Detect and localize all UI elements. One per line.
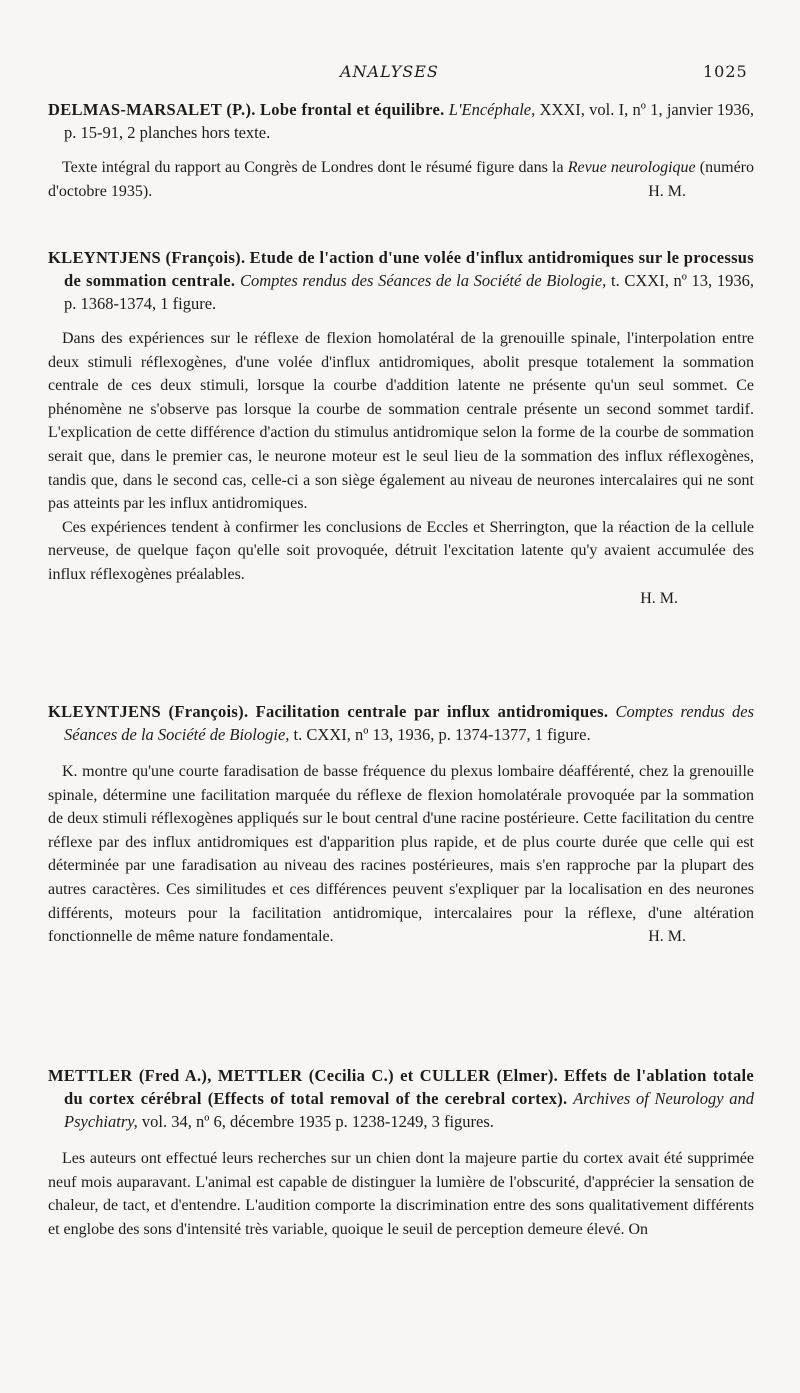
citation	[48, 246, 754, 315]
running-head	[0, 62, 800, 86]
review-entry-2	[48, 246, 754, 610]
summary-paragraph: Ces expériences tendent à confirmer les conclusions de Eccles et Sherrington, que la réaction de la cellule nerveuse, de quelque façon qu'elle soit provoquée, détruit l'excitation latente qu'y avaient accumulée des influx réflexogènes préalables.	[48, 518, 754, 583]
citation-details: vol. 34, nº 6, décembre 1935 p. 1238-1249, 3 figures.	[141, 1112, 494, 1131]
citation	[48, 1064, 754, 1133]
authors: DELMAS-MARSALET (P.).	[48, 100, 256, 119]
authors: KLEYNTJENS (François).	[48, 248, 246, 267]
article-title: Facilitation centrale par influx antidromiques.	[255, 702, 609, 721]
article-title: Effets de l'ablation totale du cortex cérébral (Effects of total removal of the cerebral cortex).	[64, 1066, 755, 1108]
citation	[48, 700, 754, 746]
reviewer-signature: H. M.	[640, 589, 678, 607]
summary-paragraph: K. montre qu'une courte faradisation de basse fréquence du plexus lombaire déafférenté, chez la grenouille spinale, détermine une facilitation marquée du réflexe de flexion homolatérale provoquée par la sommation de deux stimuli réflexogènes appliqués sur le bout central d'une racine postérieure. Cette facilitation du centre réflexe par des influx antidromiques est d'apparition plus rapide, et de plus courte durée que celle qui est déterminée par une faradisation au niveau des racines postérieures, mais s'en rapproche par la plupart des autres caractères. Ces similitudes et ces différences peuvent s'expliquer par la localisation en des neurones différents, moteurs pour la facilitation antidromique, intercalaires pour la réflexe, d'une altération fonctionnelle de même nature fondamentale. H. M.	[48, 760, 754, 949]
reviewer-signature: H. M.	[648, 928, 686, 946]
citation-details: t. CXXI, nº 13, 1936, p. 1368-1374, 1 figure.	[64, 271, 754, 313]
article-title: Lobe frontal et équilibre.	[259, 100, 445, 119]
running-title: ANALYSES	[340, 62, 439, 81]
journal-name: L'Encéphale,	[448, 100, 536, 119]
cited-journal: Revue neurologique	[567, 159, 696, 176]
citation	[48, 98, 754, 144]
authors: KLEYNTJENS (François).	[48, 702, 249, 721]
page-number: 1025	[703, 62, 748, 81]
citation-details: XXXI, vol. I, nº 1, janvier 1936, p. 15-91, 2 planches hors texte.	[64, 100, 755, 142]
journal-name: Comptes rendus des Séances de la Société de Biologie,	[64, 702, 755, 744]
article-title: Etude de l'action d'une volée d'influx antidromiques sur le processus de sommation centrale.	[64, 248, 754, 290]
summary-paragraph: Dans des expériences sur le réflexe de flexion homolatéral de la grenouille spinale, l'interpolation entre deux stimuli réflexogènes, d'une volée d'influx antidromiques, abolit presque totalement la sommation centrale de ces deux stimuli, lorsque la courbe d'addition latente ne présente qu'un seul sommet. Ce phénomène ne s'observe pas lorsque la courbe de sommation centrale présente un second sommet tardif. L'explication de cette différence d'action du stimulus antidromique selon la forme de la courbe de sommation serait que, dans le premier cas, le neurone moteur est le seul lieu de la sommation des influx réflexogènes, tandis que, dans le second cas, celle-ci a son siège également au niveau de neurones intercalaires qui ne sont pas atteints par les influx antidromiques.	[48, 330, 754, 513]
journal-name: Archives of Neurology and Psychiatry,	[64, 1089, 754, 1131]
summary-paragraph: Les auteurs ont effectué leurs recherches sur un chien dont la majeure partie du cortex avait été supprimée neuf mois auparavant. L'animal est capable de distinguer la lumière de l'obscurité, d'apprécier la sensation de chaleur, de tact, et d'entendre. L'audition comporte la discrimination entre des sons qualitativement différents et englobe des sons d'intensité très variable, quoique le seuil de perception demeure élevé. On	[48, 1150, 754, 1238]
reviewer-signature: H. M.	[648, 182, 686, 200]
review-entry-4	[48, 1064, 754, 1241]
review-entry-1	[48, 98, 754, 203]
authors: METTLER (Fred A.), METTLER (Cecilia C.) et CULLER (Elmer).	[48, 1066, 559, 1085]
journal-name: Comptes rendus des Séances de la Société de Biologie,	[240, 271, 607, 290]
review-entry-3	[48, 700, 754, 949]
citation-details: t. CXXI, nº 13, 1936, p. 1374-1377, 1 figure.	[293, 725, 591, 744]
summary-paragraph: Texte intégral du rapport au Congrès de Londres dont le résumé figure dans la Revue neurologique (numéro d'octobre 1935). H. M.	[48, 156, 754, 203]
